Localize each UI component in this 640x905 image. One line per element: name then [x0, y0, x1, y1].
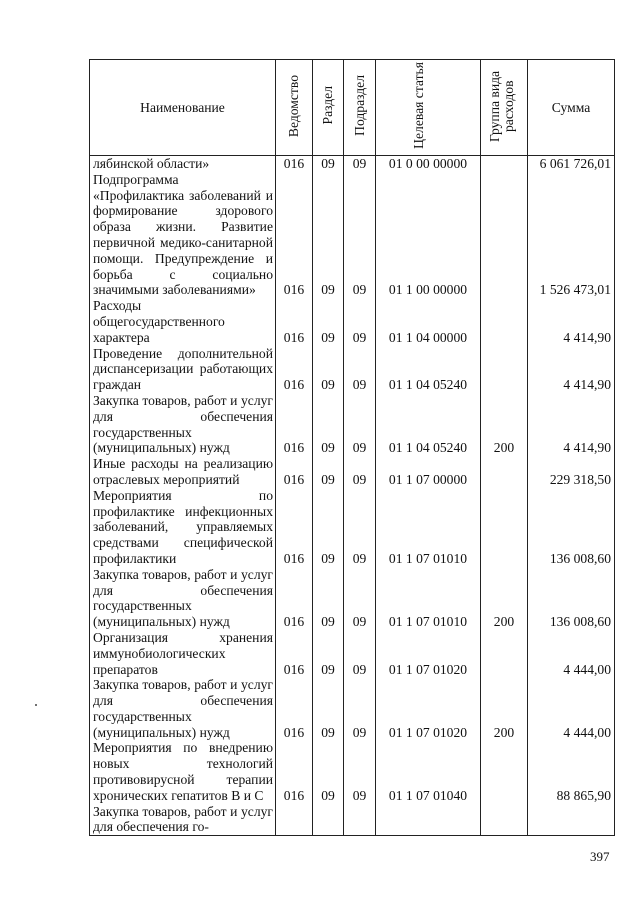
table-row	[90, 393, 615, 456]
scan-dot	[35, 704, 37, 706]
row-razdel: 09	[313, 298, 344, 345]
row-summa: 4 414,90	[528, 393, 615, 456]
row-razdel: 09	[313, 456, 344, 488]
row-name: лябинской области»	[90, 156, 276, 172]
row-name: Мероприятия по профилактике инфекционных заболеваний, управляемых средствами специфической профилактики	[90, 488, 276, 567]
row-gruppa	[481, 172, 528, 298]
row-celevaya	[376, 804, 481, 836]
row-summa: 88 865,90	[528, 740, 615, 803]
row-podrazdel: 09	[344, 346, 376, 393]
row-razdel: 09	[313, 567, 344, 630]
row-ved: 016	[276, 298, 313, 345]
row-podrazdel: 09	[344, 740, 376, 803]
row-ved: 016	[276, 393, 313, 456]
table-body	[90, 156, 615, 836]
row-summa: 6 061 726,01	[528, 156, 615, 172]
row-podrazdel: 09	[344, 488, 376, 567]
row-name: Расходы общегосударственного характера	[90, 298, 276, 345]
row-gruppa	[481, 456, 528, 488]
row-podrazdel: 09	[344, 456, 376, 488]
row-gruppa: 200	[481, 393, 528, 456]
row-name: Проведение дополнительной диспансеризации работающих граждан	[90, 346, 276, 393]
row-celevaya: 01 1 07 01020	[376, 677, 481, 740]
row-summa: 136 008,60	[528, 567, 615, 630]
header-ved-label: Ведомство	[286, 74, 301, 137]
row-celevaya: 01 1 07 00000	[376, 456, 481, 488]
row-podrazdel: 09	[344, 156, 376, 172]
row-podrazdel: 09	[344, 677, 376, 740]
table-row	[90, 567, 615, 630]
row-ved: 016	[276, 567, 313, 630]
table-row	[90, 456, 615, 488]
row-gruppa	[481, 346, 528, 393]
row-celevaya: 01 1 07 01010	[376, 488, 481, 567]
row-razdel	[313, 804, 344, 836]
row-celevaya: 01 1 04 05240	[376, 393, 481, 456]
row-razdel: 09	[313, 393, 344, 456]
row-ved: 016	[276, 740, 313, 803]
row-celevaya: 01 1 07 01010	[376, 567, 481, 630]
table-row	[90, 156, 615, 172]
header-razdel	[313, 60, 344, 156]
row-gruppa	[481, 488, 528, 567]
row-celevaya: 01 1 07 01040	[376, 740, 481, 803]
header-gruppa-label: Группа вида расходов	[487, 70, 516, 142]
row-gruppa	[481, 740, 528, 803]
row-razdel: 09	[313, 172, 344, 298]
row-name: Подпрограмма «Профилактика заболеваний и формирование здорового образа жизни. Развитие первичной медико-санитарной помощи. Предупреждение и борьба с социально значимыми заболеваниями»	[90, 172, 276, 298]
table-row	[90, 740, 615, 803]
row-summa: 1 526 473,01	[528, 172, 615, 298]
row-summa: 4 444,00	[528, 630, 615, 677]
table-row	[90, 346, 615, 393]
row-podrazdel	[344, 804, 376, 836]
row-name: Закупка товаров, работ и услуг для обеспечения государственных (муниципальных) нужд	[90, 393, 276, 456]
row-razdel: 09	[313, 156, 344, 172]
row-gruppa: 200	[481, 567, 528, 630]
row-name: Закупка товаров, работ и услуг для обеспечения го-	[90, 804, 276, 836]
row-podrazdel: 09	[344, 298, 376, 345]
row-name: Иные расходы на реализацию отраслевых мероприятий	[90, 456, 276, 488]
header-podrazdel	[344, 60, 376, 156]
row-razdel: 09	[313, 630, 344, 677]
row-summa: 4 414,90	[528, 346, 615, 393]
row-gruppa: 200	[481, 677, 528, 740]
row-summa: 4 444,00	[528, 677, 615, 740]
row-podrazdel: 09	[344, 630, 376, 677]
row-ved: 016	[276, 172, 313, 298]
table-row	[90, 630, 615, 677]
row-podrazdel: 09	[344, 393, 376, 456]
row-ved	[276, 804, 313, 836]
row-podrazdel: 09	[344, 567, 376, 630]
row-gruppa	[481, 298, 528, 345]
row-ved: 016	[276, 456, 313, 488]
row-summa: 136 008,60	[528, 488, 615, 567]
row-razdel: 09	[313, 488, 344, 567]
row-razdel: 09	[313, 740, 344, 803]
row-ved: 016	[276, 488, 313, 567]
table-row	[90, 298, 615, 345]
row-name: Организация хранения иммунобиологических препаратов	[90, 630, 276, 677]
row-summa	[528, 804, 615, 836]
row-name: Мероприятия по внедрению новых технологий противовирусной терапии хронических гепатитов В и С	[90, 740, 276, 803]
row-ved: 016	[276, 346, 313, 393]
header-celevaya-label: Целевая статья	[411, 62, 426, 149]
table-row	[90, 677, 615, 740]
row-celevaya: 01 1 04 00000	[376, 298, 481, 345]
row-celevaya: 01 1 07 01020	[376, 630, 481, 677]
budget-table	[89, 59, 615, 836]
row-gruppa	[481, 156, 528, 172]
row-razdel: 09	[313, 346, 344, 393]
table-header	[90, 60, 615, 156]
row-podrazdel: 09	[344, 172, 376, 298]
row-name: Закупка товаров, работ и услуг для обеспечения государственных (муниципальных) нужд	[90, 677, 276, 740]
row-summa: 4 414,90	[528, 298, 615, 345]
header-summa: Сумма	[528, 60, 615, 156]
row-summa: 229 318,50	[528, 456, 615, 488]
header-ved	[276, 60, 313, 156]
header-gruppa	[481, 60, 528, 156]
row-ved: 016	[276, 677, 313, 740]
row-celevaya: 01 1 00 00000	[376, 172, 481, 298]
table-row	[90, 488, 615, 567]
row-name: Закупка товаров, работ и услуг для обеспечения государственных (муниципальных) нужд	[90, 567, 276, 630]
row-celevaya: 01 1 04 05240	[376, 346, 481, 393]
page-number: 397	[590, 849, 610, 864]
row-gruppa	[481, 630, 528, 677]
table-row	[90, 172, 615, 298]
row-gruppa	[481, 804, 528, 836]
row-ved: 016	[276, 630, 313, 677]
header-celevaya	[376, 60, 481, 156]
row-celevaya: 01 0 00 00000	[376, 156, 481, 172]
header-podrazdel-label: Подраздел	[351, 75, 367, 137]
header-name: Наименование	[90, 60, 276, 156]
header-razdel-label: Раздел	[320, 86, 335, 125]
table-row	[90, 804, 615, 836]
row-razdel: 09	[313, 677, 344, 740]
row-ved: 016	[276, 156, 313, 172]
